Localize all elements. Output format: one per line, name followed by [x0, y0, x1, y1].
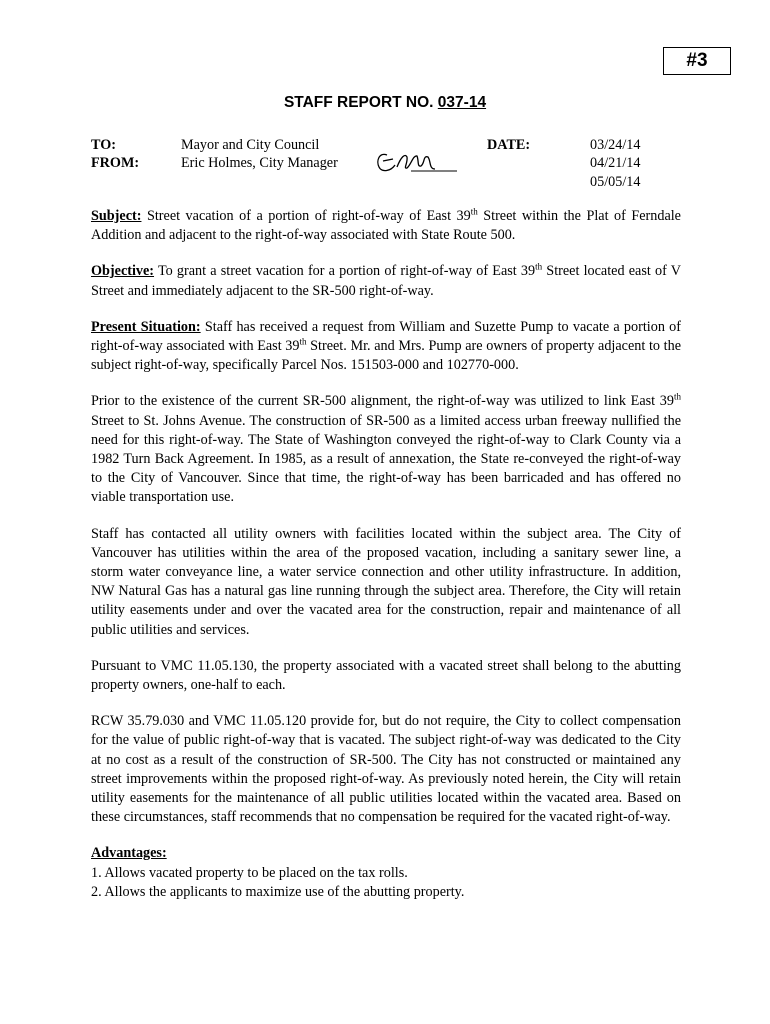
signature — [373, 147, 459, 177]
advantages-section — [91, 844, 681, 902]
item-number-box: #3 — [663, 47, 731, 75]
to-value: Mayor and City Council — [181, 137, 320, 153]
report-title — [0, 94, 770, 112]
prior-alignment-paragraph: Prior to the existence of the current SR-500 alignment, the right-of-way was utilized to link East 39th Street to St. Johns Avenue. The construction of SR-500 as a limited access urban freeway nullified the need for this right-of-way. The State of Washington conveyed the right-of-way to Clark County via a 1982 Turn Back Agreement. In 1985, as a result of annexation, the State re-conveyed the right-of-way to the City of Vancouver. Since that time, the right-of-way has been barricaded and has offered no viable transportation use. — [91, 391, 681, 506]
rcw-paragraph: RCW 35.79.030 and VMC 11.05.120 provide for, but do not require, the City to collect compensation for the value of public right-of-way that is vacated. The subject right-of-way was dedicated to the City at no cost as a result of the construction of SR-500. The City has not constructed or maintained any street improvements within the proposed right-of-way. As previously noted herein, the City will retain utility easements for the maintenance of all public utilities located within the vacated area. Based on these circumstances, staff recommends that no compensation be required for the vacated right-of-way. — [91, 713, 681, 826]
advantages-heading: Advantages: — [91, 845, 167, 862]
report-body — [91, 207, 681, 902]
list-item: 1. Allows vacated property to be placed on the tax rolls. — [91, 864, 408, 881]
present-situation-heading: Present Situation: — [91, 318, 201, 335]
date-3: 05/05/14 — [590, 174, 641, 190]
subject-paragraph: Subject: Street vacation of a portion of right-of-way of East 39th Street within the Plat of Ferndale Addition and adjacent to the right-of-way associated with State Route 500. — [91, 206, 681, 244]
report-number: 037-14 — [437, 94, 487, 111]
objective-paragraph: Objective: To grant a street vacation for a portion of right-of-way of East 39th Street located east of V Street and immediately adjacent to the SR-500 right-of-way. — [91, 261, 682, 299]
date-1: 03/24/14 — [590, 137, 641, 153]
date-label: DATE: — [487, 137, 531, 153]
from-value: Eric Holmes, City Manager — [181, 155, 338, 171]
from-label: FROM: — [91, 155, 140, 171]
present-situation-paragraph: Present Situation: Staff has received a request from William and Suzette Pump to vacate a portion of right-of-way associated with East 39th Street. Mr. and Mrs. Pump are owners of property adjacent to the subject right-of-way, specifically Parcel Nos. 151503-000 and 102770-000. — [91, 318, 681, 374]
utilities-paragraph: Staff has contacted all utility owners with facilities located within the subject area. The City of Vancouver has utilities within the area of the proposed vacation, including a sanitary sewer line, a storm water conveyance line, a water service connection and other utility infrastructure. In addition, NW Natural Gas has a natural gas line running through the subject area. Therefore, the City will retain utility easements under and over the vacated area for the construction, repair and maintenance of all public utilities and services. — [91, 525, 681, 638]
vmc-paragraph: Pursuant to VMC 11.05.130, the property associated with a vacated street shall belong to the abutting property owners, one-half to each. — [91, 657, 681, 694]
to-label: TO: — [91, 137, 116, 153]
date-2: 04/21/14 — [590, 155, 641, 171]
subject-heading: Subject: — [91, 208, 142, 224]
advantages-list — [91, 864, 681, 902]
report-title-prefix: STAFF REPORT NO. — [283, 94, 438, 111]
objective-heading: Objective: — [91, 263, 155, 280]
list-item: 2. Allows the applicants to maximize use of the abutting property. — [91, 883, 465, 900]
